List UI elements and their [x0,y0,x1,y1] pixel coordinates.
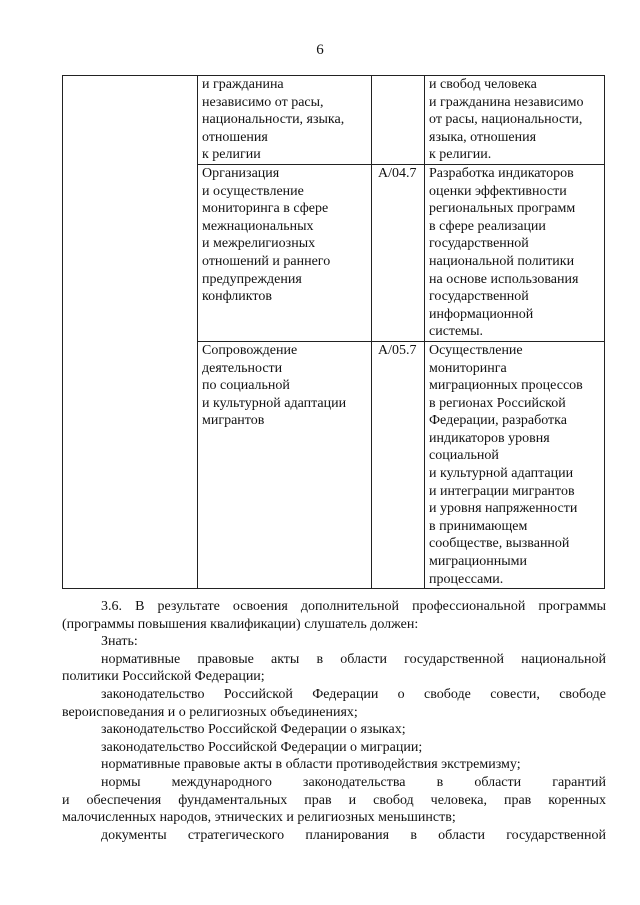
table-row [63,76,605,165]
list-item: нормативные правовые акты в области государственной национальной [101,651,606,667]
result-cell [425,164,605,341]
cell-line: оценки эффективности [429,183,567,199]
section-intro: 3.6. В результате освоения дополнительной профессиональной программы [101,599,606,614]
cell-line: сообществе, вызванной [429,536,570,552]
cell-line: и культурной адаптации [429,466,574,482]
cell-line: информационной [429,306,534,322]
cell-line: мониторинга [429,360,507,376]
cell-line: по социальной [202,378,290,394]
list-item-cont: малочисленных народов, этнических и религиозных меньшинств; [62,810,456,826]
list-item-cont: политики Российской Федерации; [62,669,265,685]
activity-cell [198,164,372,341]
activity-cell [198,76,372,165]
cell-line: и культурной адаптации [202,395,347,411]
list-item-cont: и обеспечения фундаментальных прав и свобод человека, прав коренных [62,792,606,808]
list-item: документы стратегического планирования в области государственной [101,827,606,843]
cell-line: отношений и раннего [202,253,331,269]
section-intro-cont: (программы повышения квалификации) слушатель должен: [62,616,419,632]
cell-line: в сфере реализации [429,218,546,234]
cell-line: региональных программ [429,201,576,217]
code-cell: A/05.7 [372,341,425,588]
table-cell-empty [63,76,198,589]
cell-line: государственной [429,236,529,252]
cell-line: конфликтов [202,289,272,305]
list-item: законодательство Российской Федерации о свободе совести, свободе [101,686,606,702]
cell-line: социальной [429,448,499,464]
cell-line: и уровня напряженности [429,501,578,517]
know-label: Знать: [101,634,138,650]
result-cell [425,76,605,165]
page-number: 6 [316,42,324,58]
cell-line: и интеграции мигрантов [429,483,575,499]
cell-line: и гражданина независимо [429,94,584,110]
cell-line: мониторинга в сфере [202,201,329,217]
cell-line: на основе использования [429,271,579,287]
cell-line: национальности, языка, [202,112,345,128]
cell-line: Организация [202,165,280,181]
code-cell [372,76,425,165]
activity-cell [198,341,372,588]
cell-line: индикаторов уровня [429,430,550,446]
cell-line: и осуществление [202,183,304,199]
cell-line: Сопровождение [202,342,298,358]
cell-line: национальной политики [429,253,575,269]
cell-line: государственной [429,289,529,305]
cell-line: и свобод человека [429,77,537,92]
list-item: нормативные правовые акты в области противодействия экстремизму; [101,757,521,773]
cell-line: независимо от расы, [202,94,324,110]
list-item-cont: вероисповедания и о религиозных объединениях; [62,704,358,720]
cell-line: Федерации, разработка [429,413,567,429]
cell-line: в принимающем [429,518,528,534]
cell-line: предупреждения [202,271,302,287]
cell-line: процессами. [429,571,504,587]
cell-line: системы. [429,324,484,340]
list-item: законодательство Российской Федерации о миграции; [101,739,423,755]
section-body [62,598,606,844]
cell-line: миграционными [429,554,528,570]
cell-line: миграционных процессов [429,378,583,394]
cell-line: языка, отношения [429,129,537,145]
cell-line: деятельности [202,360,283,376]
cell-line: Осуществление [429,342,523,358]
cell-line: отношения [202,129,268,145]
list-item: нормы международного законодательства в области гарантий [101,774,606,790]
code-cell: A/04.7 [372,164,425,341]
cell-line: в регионах Российской [429,395,566,411]
cell-line: к религии. [429,147,492,163]
cell-line: межнациональных [202,218,314,234]
cell-line: Разработка индикаторов [429,165,574,181]
list-item: законодательство Российской Федерации о языках; [101,722,406,738]
cell-line: к религии [202,147,261,163]
cell-line: и гражданина [202,77,284,92]
cell-line: и межрелигиозных [202,236,316,252]
cell-line: от расы, национальности, [429,112,583,128]
result-cell [425,341,605,588]
cell-line: мигрантов [202,413,265,429]
competency-table [62,75,605,589]
